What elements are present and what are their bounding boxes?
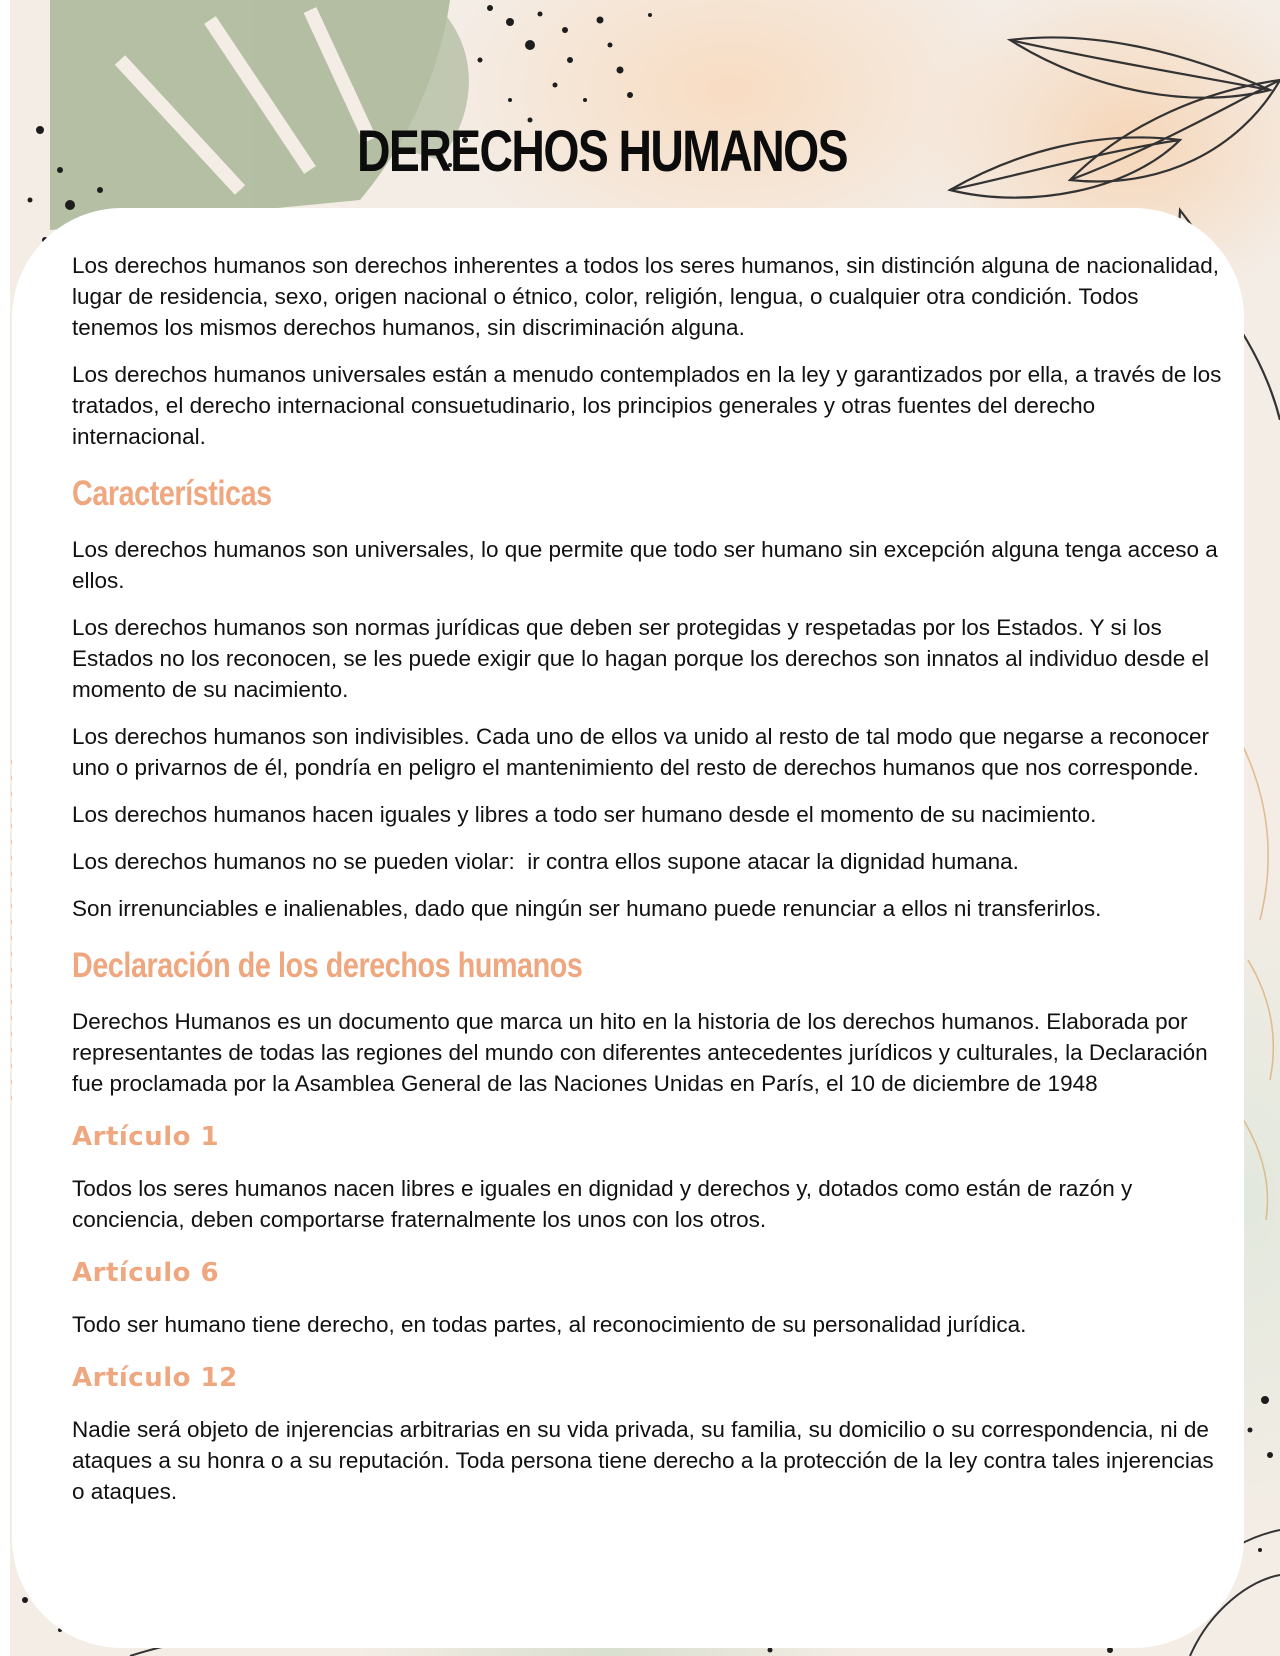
caracteristicas-paragraph-2: Los derechos humanos son normas jurídicas que deben ser protegidas y respetadas por los Estados. Y si los Estados no los reconocen, se les puede exigir que lo hagan porque los derechos son innatos al individuo desde el momento de su nacimiento. bbox=[72, 615, 1210, 702]
monstera-leaf-illustration bbox=[50, 0, 469, 230]
document-body bbox=[72, 250, 1222, 1523]
caracteristicas-paragraph-1: Los derechos humanos son universales, lo que permite que todo ser humano sin excepción alguna tenga acceso a ellos. bbox=[72, 537, 1218, 593]
intro-paragraph-1: Los derechos humanos son derechos inherentes a todos los seres humanos, sin distinción alguna de nacionalidad, lugar de residencia, sexo, origen nacional o étnico, color, religión, lengua, o cualquier otra condición. Todos tenemos los mismos derechos humanos, sin discriminación alguna. bbox=[72, 253, 1219, 340]
articulo-1-text: Todos los seres humanos nacen libres e iguales en dignidad y derechos y, dotados como están de razón y conciencia, deben comportarse fraternalmente los unos con los otros. bbox=[72, 1176, 1133, 1232]
heading-articulo-12: Artículo 12 bbox=[72, 1363, 238, 1393]
articulo-12-text: Nadie será objeto de injerencias arbitrarias en su vida privada, su familia, su domicilio o su correspondencia, ni de ataques a su honra o a su reputación. Toda persona tiene derecho a la protección de la ley contra tales injerencias o ataques. bbox=[72, 1417, 1214, 1504]
articulo-6-text: Todo ser humano tiene derecho, en todas partes, al reconocimiento de su personalidad jurídica. bbox=[72, 1312, 1027, 1337]
heading-articulo-6: Artículo 6 bbox=[72, 1258, 220, 1288]
caracteristicas-paragraph-3: Los derechos humanos son indivisibles. Cada uno de ellos va unido al resto de tal modo que negarse a reconocer uno o privarnos de él, pondría en peligro el mantenimiento del resto de derechos humanos que nos corresponde. bbox=[72, 724, 1209, 780]
intro-paragraph-2: Los derechos humanos universales están a menudo contemplados en la ley y garantizados por ella, a través de los tratados, el derecho internacional consuetudinario, los principios generales y otras fuentes del derecho internacional. bbox=[72, 362, 1222, 449]
declaracion-paragraph: Derechos Humanos es un documento que marca un hito en la historia de los derechos humanos. Elaborada por representantes de todas las regiones del mundo con diferentes antecedentes jurídicos y culturales, la Declaración fue proclamada por la Asamblea General de las Naciones Unidas en París, el 10 de diciembre de 1948 bbox=[72, 1009, 1208, 1096]
caracteristicas-paragraph-6: Son irrenunciables e inalienables, dado que ningún ser humano puede renunciar a ellos ni transferirlos. bbox=[72, 896, 1102, 921]
page-title: DERECHOS HUMANOS bbox=[357, 119, 847, 184]
document-page bbox=[10, 0, 1280, 1656]
caracteristicas-paragraph-4: Los derechos humanos hacen iguales y libres a todo ser humano desde el momento de su nacimiento. bbox=[72, 802, 1097, 827]
heading-articulo-1: Artículo 1 bbox=[72, 1122, 220, 1152]
caracteristicas-paragraph-5: Los derechos humanos no se pueden violar: ir contra ellos supone atacar la dignidad humana. bbox=[72, 849, 1019, 874]
heading-caracteristicas: Características bbox=[72, 474, 272, 513]
heading-declaracion: Declaración de los derechos humanos bbox=[72, 946, 583, 985]
